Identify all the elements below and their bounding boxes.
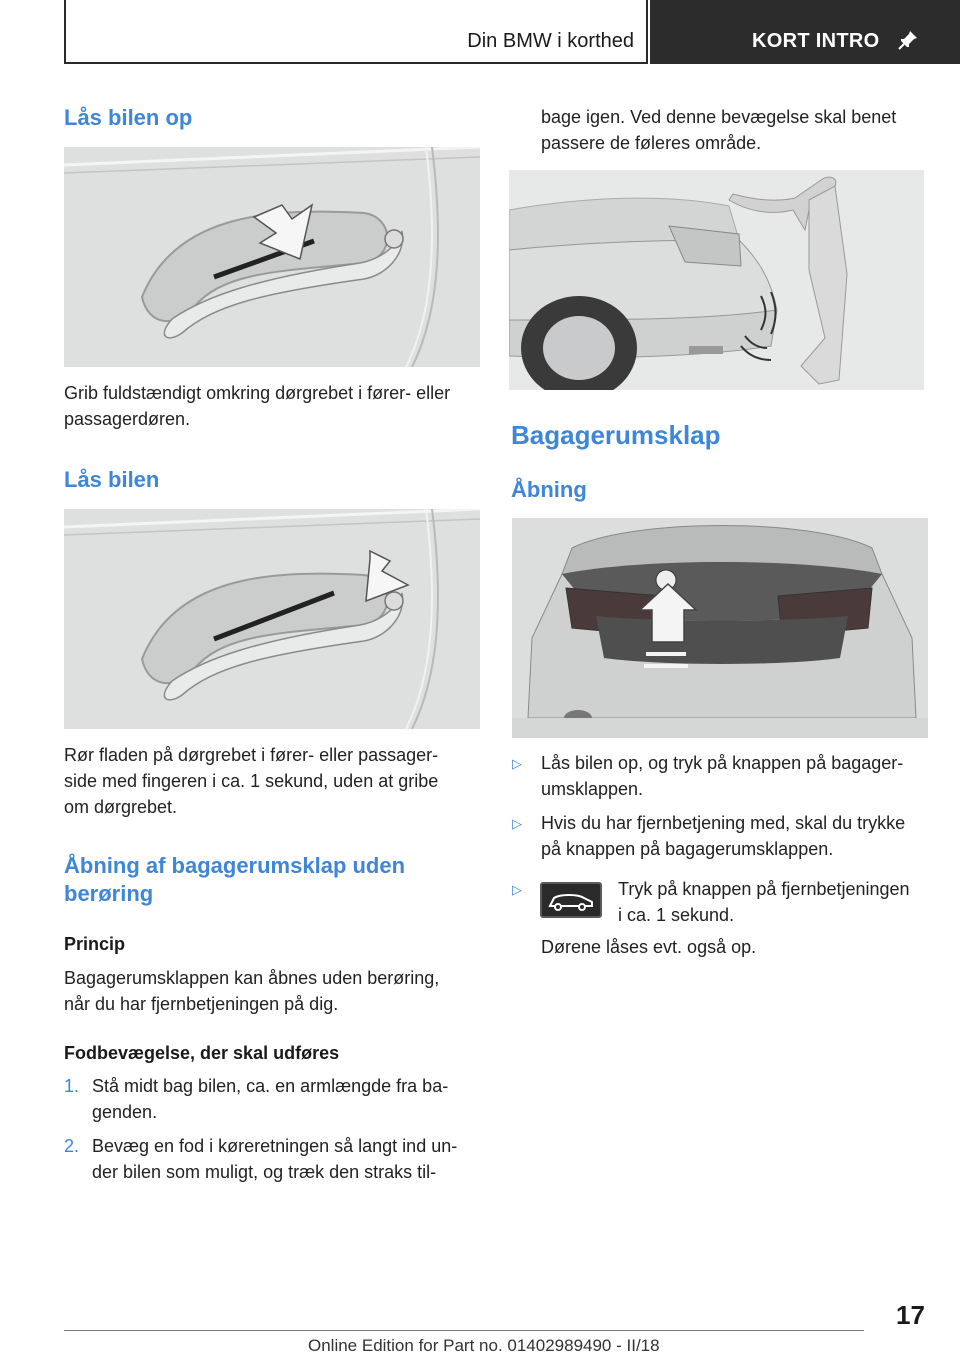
heading-trunk-lid: Bagagerumsklap <box>511 420 721 450</box>
principle-text <box>64 965 439 1017</box>
bullet-line: Tryk på knappen på fjernbetjeningen <box>618 879 910 899</box>
step-line: Stå midt bag bilen, ca. en armlængde fra ba- <box>92 1076 449 1096</box>
remote-trunk-button-icon <box>540 882 602 918</box>
step-number: 1. <box>64 1076 80 1096</box>
heading-opening: Åbning <box>511 477 587 502</box>
foot-movement-image <box>509 170 924 390</box>
bullet-marker: ▷ <box>512 882 522 897</box>
principle-line: Bagagerumsklappen kan åbnes uden berøring, <box>64 968 440 988</box>
bullet-text <box>541 810 905 862</box>
step-line: genden. <box>92 1102 158 1122</box>
bullet-line: på knappen på bagagerumsklappen. <box>541 839 834 859</box>
lock-instruction-line: side med fingeren i ca. 1 sekund, uden at gribe <box>64 771 439 791</box>
heading-unlock: Lås bilen op <box>64 105 193 130</box>
lock-instruction-line: om dørgrebet. <box>64 797 178 817</box>
door-handle-touch-image <box>64 509 480 729</box>
doors-unlock-note: Dørene låses evt. også op. <box>541 937 757 957</box>
heading-foot-movement: Fodbevægelse, der skal udføres <box>64 1043 340 1063</box>
unlock-instruction-line: Grib fuldstændigt omkring dørgrebet i fører- eller <box>64 383 451 403</box>
bullet-line: i ca. 1 sekund. <box>618 905 735 925</box>
bullet-text <box>541 750 903 802</box>
header-chapter-box <box>650 0 960 64</box>
step-line: bage igen. Ved denne bevægelse skal benet <box>541 107 897 127</box>
lock-instruction <box>64 742 438 820</box>
bullet-line: umsklappen. <box>541 779 644 799</box>
trunk-button-image <box>512 518 928 738</box>
heading-touchless-line: berøring <box>64 881 154 906</box>
step-line: Bevæg en fod i køreretningen så langt ind un- <box>92 1136 458 1156</box>
header-chapter-title: KORT INTRO <box>752 30 880 52</box>
heading-principle: Princip <box>64 934 126 954</box>
door-handle-grip-image <box>64 147 480 367</box>
step-line: passere de føleres område. <box>541 133 762 153</box>
pin-icon <box>896 28 920 52</box>
header-section-box <box>64 0 648 64</box>
unlock-instruction-line: passagerdøren. <box>64 409 191 429</box>
bullet-marker: ▷ <box>512 816 522 831</box>
bullet-line: Hvis du har fjernbetjening med, skal du trykke <box>541 813 906 833</box>
bullet-line: Lås bilen op, og tryk på knappen på bagager- <box>541 753 904 773</box>
bullet-text <box>618 876 910 928</box>
footer-divider <box>64 1330 864 1331</box>
lock-instruction-line: Rør fladen på dørgrebet i fører- eller passager- <box>64 745 439 765</box>
page-number: 17 <box>896 1300 925 1330</box>
heading-lock: Lås bilen <box>64 467 160 492</box>
step-text <box>92 1133 457 1185</box>
heading-touchless-opening <box>64 852 405 908</box>
unlock-instruction <box>64 380 450 432</box>
step-text <box>92 1073 448 1125</box>
step-line: der bilen som muligt, og træk den straks til- <box>92 1162 437 1182</box>
step-text-continued <box>541 104 896 156</box>
bullet-marker: ▷ <box>512 756 522 771</box>
heading-touchless-line: Åbning af bagagerumsklap uden <box>64 853 406 878</box>
step-number: 2. <box>64 1136 80 1156</box>
header-section-title: Din BMW i korthed <box>467 30 634 52</box>
principle-line: når du har fjernbetjeningen på dig. <box>64 994 339 1014</box>
footer-edition: Online Edition for Part no. 01402989490 - II/18 <box>308 1336 660 1355</box>
